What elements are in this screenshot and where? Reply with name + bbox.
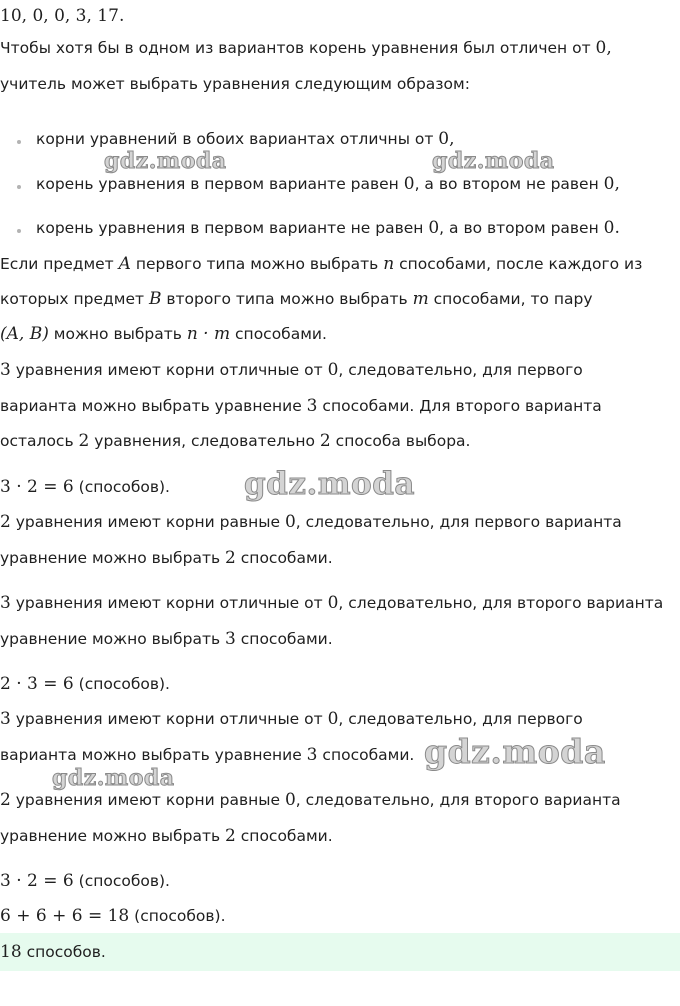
calc-total: 6 + 6 + 6 = 18 (способов). [0, 906, 226, 926]
para-3-line-2: уравнение можно выбрать 3 способами. [0, 629, 333, 649]
rule-line-2: которых предмет B второго типа можно выбрать m способами, то пару [0, 289, 593, 309]
para-5-line-2: уравнение можно выбрать 2 способами. [0, 826, 333, 846]
intro-line-2: учитель может выбрать уравнения следующим образом: [0, 75, 470, 93]
para-4-line-2: варианта можно выбрать уравнение 3 способами. [0, 745, 415, 765]
list-item: корень уравнения в первом варианте равен 0, а во втором не равен 0, [36, 174, 620, 194]
bullet-dot [17, 229, 21, 233]
para-5-line-1: 2 уравнения имеют корни равные 0, следовательно, для второго варианта [0, 790, 621, 810]
watermark-logo: gdz.moda [244, 466, 415, 502]
para-3-line-1: 3 уравнения имеют корни отличные от 0, следовательно, для второго варианта [0, 593, 664, 613]
intro-line-1: Чтобы хотя бы в одном из вариантов корень уравнения был отличен от 0, [0, 38, 612, 58]
watermark-logo: gdz.moda [52, 765, 175, 791]
numbers-line: 10, 0, 0, 3, 17. [0, 6, 125, 26]
calc-1: 3 · 2 = 6 (способов). [0, 477, 170, 497]
watermark-logo: gdz.moda [104, 148, 227, 174]
para-1-line-3: осталось 2 уравнения, следовательно 2 способа выбора. [0, 431, 471, 451]
bullet-dot [17, 185, 21, 189]
calc-2: 2 · 3 = 6 (способов). [0, 674, 170, 694]
calc-3: 3 · 2 = 6 (способов). [0, 871, 170, 891]
answer-text: 18 способов. [0, 942, 106, 962]
watermark-logo: gdz.moda [432, 148, 555, 174]
bullet-dot [17, 140, 21, 144]
list-item: корни уравнений в обоих вариантах отличны от 0, [36, 129, 455, 149]
para-1-line-2: варианта можно выбрать уравнение 3 способами. Для второго варианта [0, 396, 602, 416]
rule-line-3: (A, B) можно выбрать n · m способами. [0, 324, 327, 344]
para-1-line-1: 3 уравнения имеют корни отличные от 0, следовательно, для первого [0, 360, 583, 380]
para-4-line-1: 3 уравнения имеют корни отличные от 0, следовательно, для первого [0, 709, 583, 729]
list-item: корень уравнения в первом варианте не равен 0, а во втором равен 0. [36, 218, 620, 238]
rule-line-1: Если предмет A первого типа можно выбрать n способами, после каждого из [0, 254, 643, 274]
para-2-line-1: 2 уравнения имеют корни равные 0, следовательно, для первого варианта [0, 512, 622, 532]
para-2-line-2: уравнение можно выбрать 2 способами. [0, 548, 333, 568]
watermark-logo: gdz.moda [424, 732, 606, 771]
